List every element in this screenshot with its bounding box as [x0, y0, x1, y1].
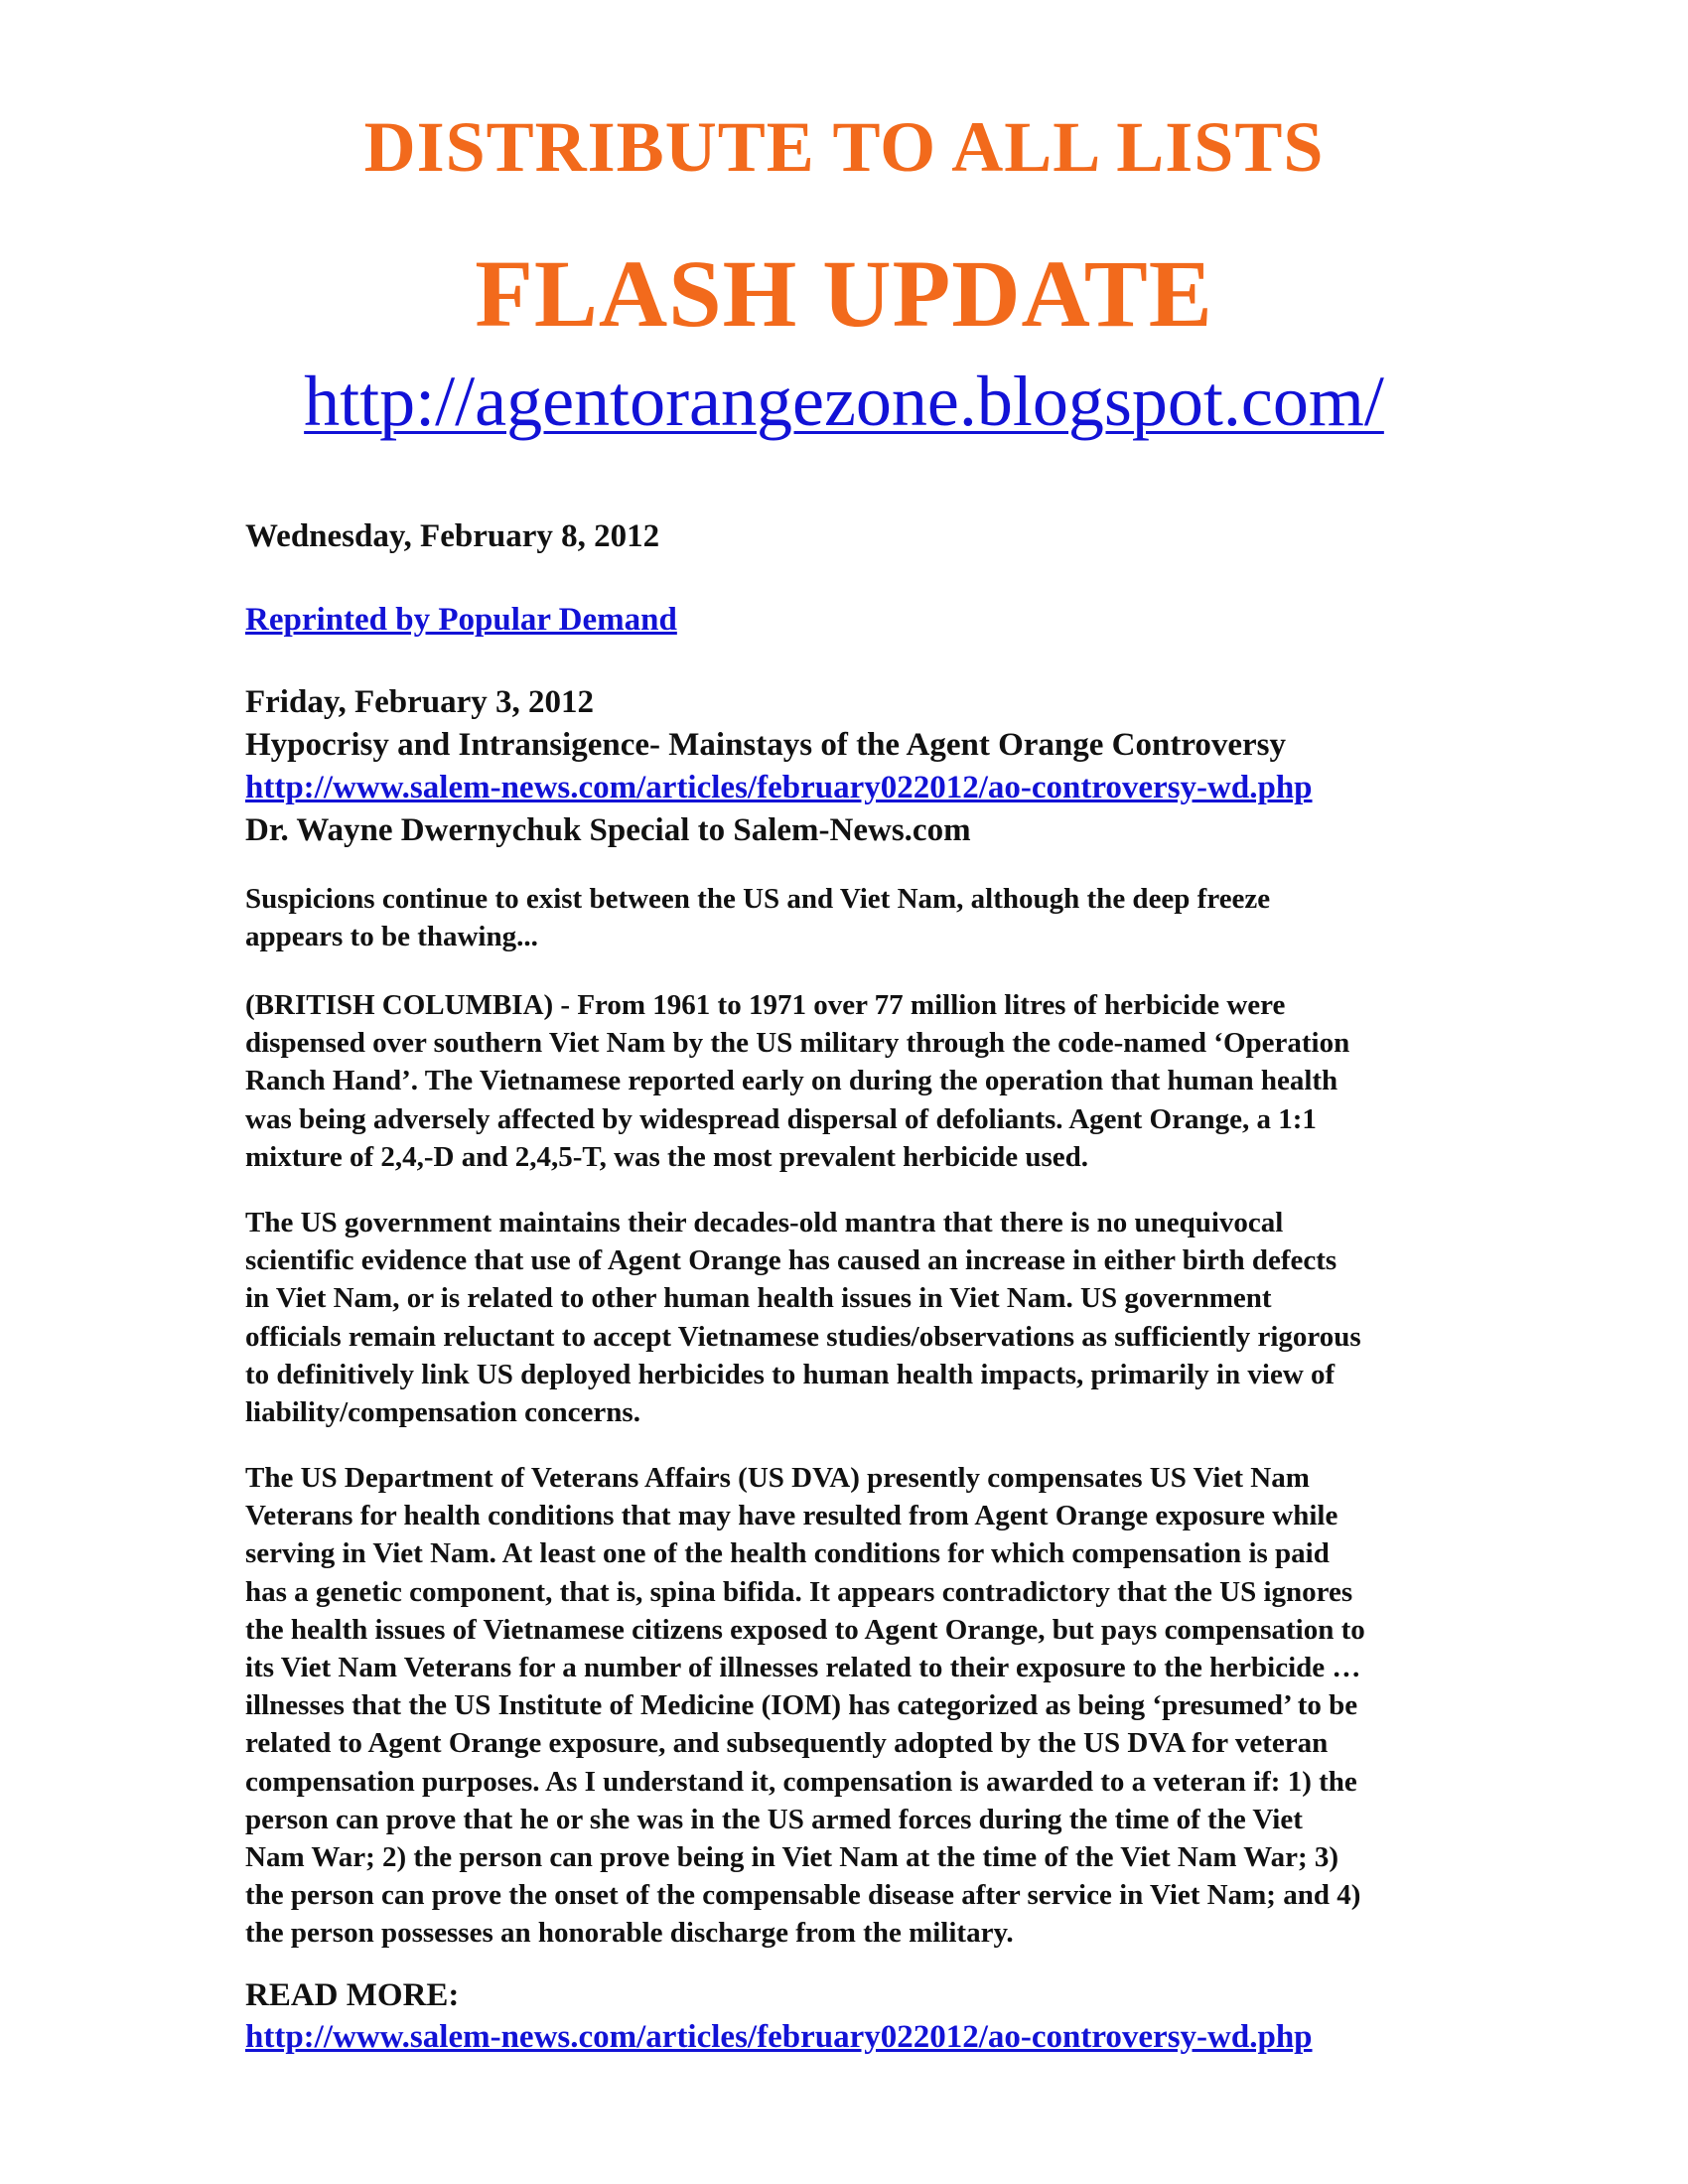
- reprint-link[interactable]: Reprinted by Popular Demand: [245, 602, 677, 638]
- paragraph-line: Ranch Hand’. The Vietnamese reported early on during the operation that human health: [245, 1065, 1338, 1097]
- paragraph-intro: [245, 880, 1541, 955]
- blog-link[interactable]: http://agentorangezone.blogspot.com/: [304, 362, 1384, 441]
- paragraph-british-columbia: [245, 986, 1541, 1176]
- paragraph-us-dva: [245, 1459, 1541, 1953]
- distribute-headline: DISTRIBUTE TO ALL LISTS: [363, 107, 1325, 187]
- paragraph-line: The US Department of Veterans Affairs (US DVA) presently compensates US Viet Nam: [245, 1462, 1310, 1494]
- paragraph-line: The US government maintains their decades-old mantra that there is no unequivocal: [245, 1207, 1284, 1238]
- article-title: Hypocrisy and Intransigence- Mainstays of the Agent Orange Controversy: [245, 727, 1287, 763]
- paragraph-line: dispensed over southern Viet Nam by the US military through the code-named ‘Operation: [245, 1027, 1350, 1060]
- paragraph-line: person can prove that he or she was in the US armed forces during the time of the Viet: [245, 1803, 1303, 1835]
- post-date: Wednesday, February 8, 2012: [245, 518, 660, 554]
- paragraph-line: Veterans for health conditions that may have resulted from Agent Orange exposure while: [245, 1500, 1338, 1532]
- paragraph-line: was being adversely affected by widespread dispersal of defoliants. Agent Orange, a 1:1: [245, 1102, 1317, 1135]
- paragraph-line: liability/compensation concerns.: [245, 1396, 640, 1429]
- article-link[interactable]: http://www.salem-news.com/articles/february022012/ao-controversy-wd.php: [245, 770, 1313, 805]
- paragraph-line: has a genetic component, that is, spina bifida. It appears contradictory that the US ignores: [245, 1575, 1353, 1608]
- paragraph-us-government: [245, 1204, 1541, 1431]
- paragraph-line: related to Agent Orange exposure, and subsequently adopted by the US DVA for veteran: [245, 1727, 1329, 1760]
- paragraph-line: (BRITISH COLUMBIA) - From 1961 to 1971 over 77 million litres of herbicide were: [245, 989, 1286, 1021]
- read-more-label: READ MORE:: [245, 1977, 460, 2013]
- paragraph-line: to definitively link US deployed herbicides to human health impacts, primarily in view of: [245, 1358, 1336, 1390]
- paragraph-line: in Viet Nam, or is related to other human health issues in Viet Nam. US government: [245, 1282, 1272, 1315]
- article-date: Friday, February 3, 2012: [245, 684, 595, 720]
- paragraph-line: Nam War; 2) the person can prove being in Viet Nam at the time of the Viet Nam War; 3): [245, 1841, 1339, 1874]
- article-byline: Dr. Wayne Dwernychuk Special to Salem-News.com: [245, 812, 971, 848]
- paragraph-line: serving in Viet Nam. At least one of the health conditions for which compensation is paid: [245, 1537, 1330, 1570]
- paragraph-line: officials remain reluctant to accept Vietnamese studies/observations as sufficiently rigorous: [245, 1320, 1361, 1353]
- read-more-link[interactable]: http://www.salem-news.com/articles/february022012/ao-controversy-wd.php: [245, 2019, 1313, 2055]
- paragraph-line: the health issues of Vietnamese citizens exposed to Agent Orange, but pays compensation to: [245, 1613, 1365, 1646]
- flash-update-headline: FLASH UPDATE: [475, 240, 1213, 347]
- paragraph-line: Suspicions continue to exist between the US and Viet Nam, although the deep freeze: [245, 883, 1271, 915]
- paragraph-line: compensation purposes. As I understand it, compensation is awarded to a veteran if: 1) the: [245, 1765, 1357, 1798]
- article-header: [245, 681, 1536, 852]
- paragraph-line: the person possesses an honorable discharge from the military.: [245, 1917, 1014, 1950]
- paragraph-line: appears to be thawing...: [245, 921, 538, 953]
- paragraph-line: mixture of 2,4,-D and 2,4,5-T, was the most prevalent herbicide used.: [245, 1140, 1089, 1173]
- paragraph-line: scientific evidence that use of Agent Orange has caused an increase in either birth defects: [245, 1244, 1337, 1277]
- paragraph-line: illnesses that the US Institute of Medicine (IOM) has categorized as being ‘presumed’ to be: [245, 1689, 1358, 1722]
- paragraph-line: its Viet Nam Veterans for a number of illnesses related to their exposure to the herbicide …: [245, 1652, 1361, 1684]
- paragraph-line: the person can prove the onset of the compensable disease after service in Viet Nam; and 4): [245, 1879, 1361, 1912]
